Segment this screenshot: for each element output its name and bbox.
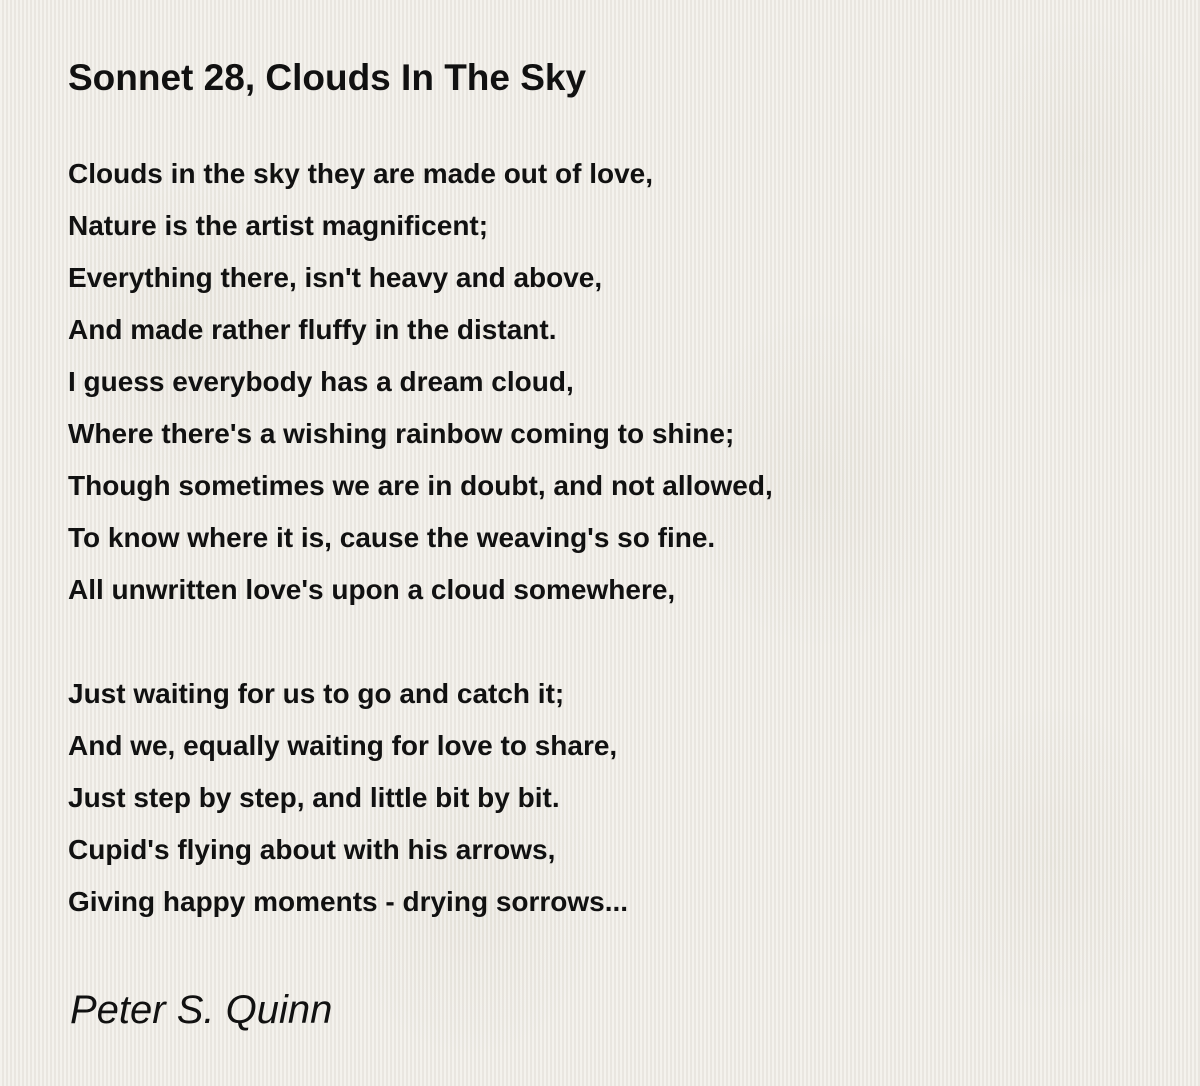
poem-line: All unwritten love's upon a cloud somewhere, bbox=[68, 574, 676, 605]
poem-body bbox=[68, 148, 1148, 928]
stanza bbox=[68, 668, 1148, 928]
poem-line: To know where it is, cause the weaving's so fine. bbox=[68, 522, 716, 553]
poem-line: Nature is the artist magnificent; bbox=[68, 210, 489, 241]
poem-line: Clouds in the sky they are made out of love, bbox=[68, 158, 654, 189]
poem-line: Just step by step, and little bit by bit. bbox=[68, 782, 560, 813]
poem-author: Peter S. Quinn bbox=[70, 988, 333, 1032]
poem-line: Just waiting for us to go and catch it; bbox=[68, 678, 565, 709]
stanza bbox=[68, 148, 1148, 616]
poem-line: Giving happy moments - drying sorrows... bbox=[68, 886, 629, 917]
poem-line: Though sometimes we are in doubt, and not allowed, bbox=[68, 470, 773, 501]
poem-line: Cupid's flying about with his arrows, bbox=[68, 834, 556, 865]
poem-title: Sonnet 28, Clouds In The Sky bbox=[68, 57, 587, 98]
poem-line: And we, equally waiting for love to share, bbox=[68, 730, 618, 761]
stanza-break bbox=[68, 616, 1148, 668]
poem-line: And made rather fluffy in the distant. bbox=[68, 314, 557, 345]
poem-line: I guess everybody has a dream cloud, bbox=[68, 366, 574, 397]
poem-line: Where there's a wishing rainbow coming to shine; bbox=[68, 418, 735, 449]
poem-line: Everything there, isn't heavy and above, bbox=[68, 262, 603, 293]
